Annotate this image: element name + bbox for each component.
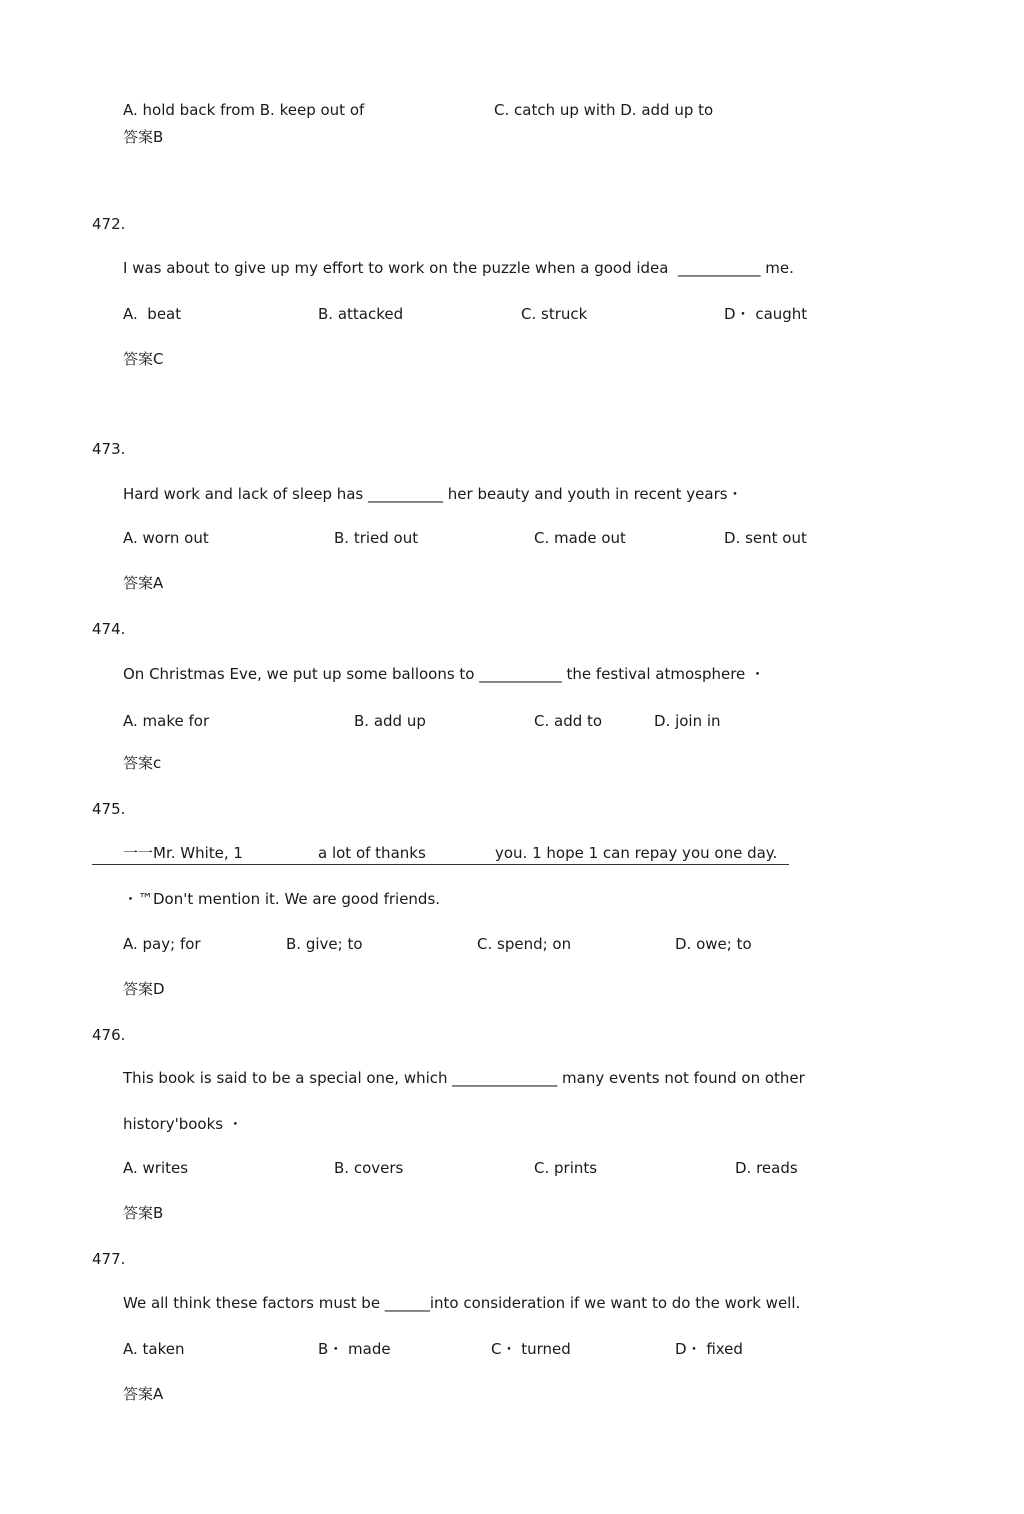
option-d: D. reads xyxy=(735,1159,798,1177)
option-a: A. writes xyxy=(123,1159,189,1177)
option-d: D. owe; to xyxy=(675,935,752,953)
question-number: 477. xyxy=(92,1250,126,1268)
question-number: 473. xyxy=(92,440,126,458)
option-c: C. prints xyxy=(534,1159,598,1177)
dialogue-line-1-part-2: a lot of thanks xyxy=(318,844,426,862)
option-a: A. pay; for xyxy=(123,935,201,953)
answer: 答案A xyxy=(123,1385,164,1403)
answer: 答案C xyxy=(123,350,164,368)
option-a: A. taken xyxy=(123,1340,185,1358)
option-d: D・ caught xyxy=(724,305,808,323)
option-b: B・ made xyxy=(318,1340,391,1358)
question-text: We all think these factors must be ______into consideration if we want to do the work well. xyxy=(123,1294,801,1312)
answer: 答案B xyxy=(123,128,164,146)
options-left: A. hold back from B. keep out of xyxy=(123,101,365,119)
option-c: C・ turned xyxy=(491,1340,571,1358)
answer: 答案A xyxy=(123,574,164,592)
question-text-line-1: This book is said to be a special one, which ______________ many events not found on other xyxy=(123,1069,805,1087)
dialogue-line-1-part-3: you. 1 hope 1 can repay you one day. xyxy=(495,844,778,862)
option-b: B. attacked xyxy=(318,305,404,323)
option-b: B. give; to xyxy=(286,935,363,953)
question-text-line-2: history'books ・ xyxy=(123,1115,243,1133)
option-b: B. tried out xyxy=(334,529,419,547)
option-c: C. struck xyxy=(521,305,588,323)
option-b: B. add up xyxy=(354,712,426,730)
dialogue-line-1-part-1: 一一Mr. White, 1 xyxy=(123,844,243,862)
question-text: Hard work and lack of sleep has __________ her beauty and youth in recent years・ xyxy=(123,485,743,503)
question-text: I was about to give up my effort to work on the puzzle when a good idea ___________ me. xyxy=(123,259,794,277)
option-d: D. sent out xyxy=(724,529,807,547)
option-d: D・ fixed xyxy=(675,1340,743,1358)
answer: 答案c xyxy=(123,754,162,772)
question-number: 475. xyxy=(92,800,126,818)
question-text: On Christmas Eve, we put up some balloons to ___________ the festival atmosphere ・ xyxy=(123,665,766,683)
option-d: D. join in xyxy=(654,712,721,730)
option-a: A. make for xyxy=(123,712,210,730)
option-a: A. worn out xyxy=(123,529,209,547)
dialogue-line-2: ・™Don't mention it. We are good friends. xyxy=(123,890,441,908)
option-c: C. add to xyxy=(534,712,603,730)
option-c: C. spend; on xyxy=(477,935,572,953)
answer: 答案D xyxy=(123,980,165,998)
question-number: 474. xyxy=(92,620,126,638)
option-c: C. made out xyxy=(534,529,626,547)
underline-rule xyxy=(92,864,789,865)
options-right: C. catch up with D. add up to xyxy=(494,101,714,119)
answer: 答案B xyxy=(123,1204,164,1222)
question-number: 476. xyxy=(92,1026,126,1044)
option-b: B. covers xyxy=(334,1159,404,1177)
question-number: 472. xyxy=(92,215,126,233)
option-a: A. beat xyxy=(123,305,182,323)
